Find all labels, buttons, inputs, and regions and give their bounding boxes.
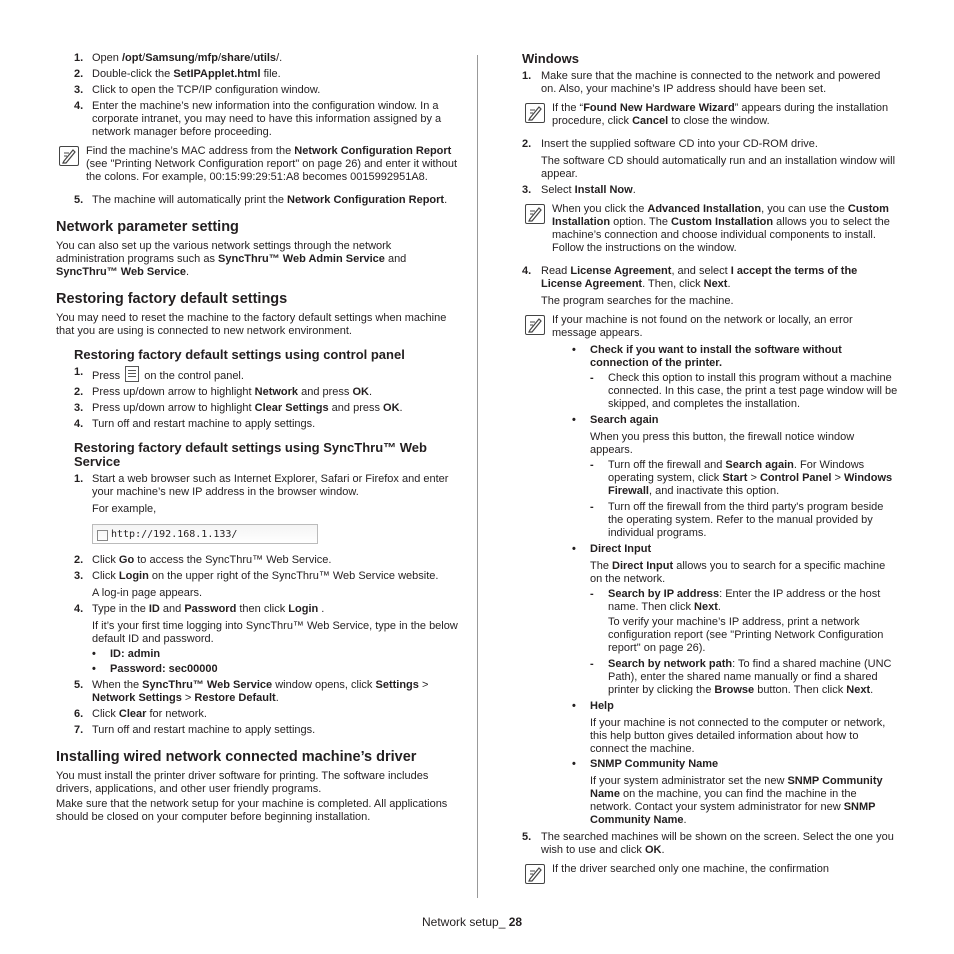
step-4 xyxy=(56,100,460,139)
dash-mark: - xyxy=(590,501,594,513)
step-text: Turn off and restart machine to apply settings. xyxy=(92,418,316,430)
panel-step-4 xyxy=(56,418,460,431)
option-detail xyxy=(590,658,898,697)
note-mac-text: Find the machine’s MAC address from the Network Configuration Report (see "Printing Network Configuration report" on page 26) and enter it without the colons. For example, 00:15:99:29:51:A8 becomes 0015992951A8. xyxy=(86,145,458,183)
option-desc: If your machine is not connected to the computer or network, this help button gives detailed information about how to connect the machine. xyxy=(590,717,886,755)
step-text: Enter the machine’s new information into the configuration window. In a corporate intranet, you may need to have this information assigned by a network manager before proceeding. xyxy=(92,100,442,138)
dash-mark: - xyxy=(590,588,594,600)
sync-step-4 xyxy=(56,603,460,676)
right-column xyxy=(522,52,898,886)
option-detail-text: Turn off the firewall and Search again. For Windows operating system, click Start > Control Panel > Windows Firewall, and inactivate this option. xyxy=(608,459,893,497)
win-step-5: 5. The searched machines will be shown on the screen. Select the one you wish to use and click OK. xyxy=(522,831,894,856)
heading-restore-panel: Restoring factory default settings using control panel xyxy=(74,347,405,362)
network-parameter-text: You can also set up the various network settings through the network administration programs such as SyncThru™ Web Admin Service and SyncThru™ Web Service. xyxy=(56,240,407,278)
panel-step-2 xyxy=(56,386,460,399)
step-text: Click to open the TCP/IP configuration window. xyxy=(92,84,321,96)
step-number: 3. xyxy=(74,84,84,96)
step-number: 3. xyxy=(74,402,84,414)
panel-step-3 xyxy=(56,402,460,415)
option-detail xyxy=(590,588,898,655)
sync-step-6 xyxy=(56,708,460,721)
option-desc: If your system administrator set the new SNMP Community Name on the machine, you can find the machine in the network. Contact your system administrator for new SNMP Community Name. xyxy=(590,775,883,826)
bullet: • xyxy=(92,648,96,660)
step-text: Click Go to access the SyncThru™ Web Service. xyxy=(92,554,332,566)
option-detail-text: Check this option to install this program without a machine connected. In this case, the print a test page window will be skipped, and completes the installation. xyxy=(608,372,898,410)
note-mac-address xyxy=(56,145,460,184)
page-footer: Network setup_ 28 xyxy=(422,915,523,929)
option-desc: The Direct Input allows you to search for a specific machine on the network. xyxy=(590,560,886,585)
option-item xyxy=(572,543,898,697)
option-item xyxy=(572,700,898,756)
step-text: When the SyncThru™ Web Service window opens, click Settings > Network Settings > Restore Default. xyxy=(92,679,429,704)
note-wizard: If the “Found New Hardware Wizard” appears during the installation procedure, click Cancel to close the window. xyxy=(522,102,898,128)
sync-step-2 xyxy=(56,554,460,567)
sync-step-1: 1. Start a web browser such as Internet Explorer, Safari or Firefox and enter your machine’s new IP address in the browser window. For example, http://192.168.1.133/ xyxy=(56,473,460,544)
step-text: Click Login on the upper right of the SyncThru™ Web Service website. xyxy=(92,570,439,582)
credential-item xyxy=(92,663,460,676)
step-number: 6. xyxy=(74,708,84,720)
heading-network-parameter: Network parameter setting xyxy=(56,219,239,235)
option-detail-text: Search by IP address: Enter the IP address or the host name. Then click Next. To verify your machine’s IP address, print a network configuration report (see "Printing Network Configuration report" on page 26). xyxy=(608,588,884,654)
install-text-1: You must install the printer driver software for printing. The software includes drivers, applications, and other user friendly programs. xyxy=(56,770,429,795)
panel-step-1: 1. Press on the control panel. xyxy=(74,366,244,382)
option-detail-text: Search by network path: To find a shared machine (UNC Path), enter the shared name manually or find a shared printer by clicking the Browse button. Then click Next. xyxy=(608,658,892,696)
step-text: Turn off and restart machine to apply settings. xyxy=(92,724,316,736)
sync-step-7 xyxy=(56,724,460,737)
sync-step-5 xyxy=(56,679,460,705)
note-advanced: When you click the Advanced Installation, you can use the Custom Installation option. The Custom Installation allows you to select the machine’s connection and choose individual components to install. Follow the instructions on the window. xyxy=(522,203,898,255)
win-step-2: 2. Insert the supplied software CD into your CD-ROM drive. The software CD should automatically run and an installation window will appear. xyxy=(522,138,896,180)
restore-defaults-text: You may need to reset the machine to the factory default settings when machine that you are using is connected to new network environment. xyxy=(56,312,447,337)
note-icon xyxy=(59,146,79,166)
option-item xyxy=(572,344,898,411)
menu-button-icon xyxy=(125,366,139,382)
sync-step-3 xyxy=(56,570,460,600)
option-detail xyxy=(590,459,898,498)
option-title: Help xyxy=(590,700,614,712)
win-step-1: 1. Make sure that the machine is connected to the network and powered on. Also, your machine’s IP address should have been set. xyxy=(522,70,881,95)
url-example-bar: http://192.168.1.133/ xyxy=(92,524,318,544)
step-number: 2. xyxy=(74,386,84,398)
note-icon xyxy=(525,103,545,123)
left-column xyxy=(56,52,460,826)
panel-steps xyxy=(56,386,460,431)
step-number: 3. xyxy=(74,570,84,582)
install-text-2: Make sure that the network setup for your machine is completed. All applications should be closed on your computer before beginning installation. xyxy=(56,798,448,823)
option-title: Direct Input xyxy=(590,543,652,555)
win-step-3: 3. Select Install Now. xyxy=(522,184,636,196)
dash-mark: - xyxy=(590,372,594,384)
step-2 xyxy=(56,68,460,81)
heading-restore-syncthru: Restoring factory default settings using SyncThru™ Web Service xyxy=(74,440,427,469)
heading-windows: Windows xyxy=(522,51,579,66)
bullet: • xyxy=(572,700,576,712)
sync-steps xyxy=(56,554,460,737)
option-item xyxy=(572,758,898,827)
heading-installing-driver: Installing wired network connected machine’s driver xyxy=(56,749,417,765)
option-detail-text: Turn off the firewall from the third party's program beside the operating system. Refer to the manual provided by individual programs. xyxy=(608,501,884,539)
credential-item xyxy=(92,648,460,661)
option-title: Search again xyxy=(590,414,659,426)
option-desc: When you press this button, the firewall notice window appears. xyxy=(590,431,855,456)
page-icon xyxy=(97,530,108,541)
option-detail xyxy=(590,372,898,411)
step-text: Type in the ID and Password then click Login . xyxy=(92,603,325,615)
dash-mark: - xyxy=(590,658,594,670)
note-icon xyxy=(525,864,545,884)
bullet: • xyxy=(572,414,576,426)
step-3 xyxy=(56,84,460,97)
not-found-options xyxy=(572,344,898,827)
step-1 xyxy=(56,52,460,65)
step-number: 1. xyxy=(74,52,84,64)
step-number: 7. xyxy=(74,724,84,736)
step-text: Click Clear for network. xyxy=(92,708,207,720)
step-subtext: If it’s your first time logging into SyncThru™ Web Service, type in the below default ID and password. xyxy=(92,620,458,645)
steps-top xyxy=(56,52,460,139)
bullet: • xyxy=(572,344,576,356)
win-step-4: 4. Read License Agreement, and select I accept the terms of the License Agreement. Then, click Next. The program searches for the machine. xyxy=(522,265,858,307)
option-detail xyxy=(590,501,898,540)
bullet: • xyxy=(92,663,96,675)
step-subtext: A log-in page appears. xyxy=(92,587,203,599)
step-number: 5. xyxy=(74,679,84,691)
step-text: Double-click the SetIPApplet.html file. xyxy=(92,68,281,80)
column-divider xyxy=(477,55,478,898)
credential-text: Password: sec00000 xyxy=(110,663,218,675)
note-icon xyxy=(525,204,545,224)
note-not-found: If your machine is not found on the network or locally, an error message appears. • Check if you want to install the software without connection of the printer. - Check this option to install this program without a machine connected. In this case, the print a test page window will be skipped, and completes the installation. • Search again When you press this button, the firewall notice window appears. - Turn off the firewall and Search again. For Windows operating system, click Start > Control Panel > Windows Firewall, and inactivate this option. - Turn off the firewall from the third party's program beside the operating system. Refer to the manual provided by individual programs. • Direct Input The Direct Input allows you to search for a specific machine on the network. - Search by IP address: Enter the IP address or the host name. Then click Next. To verify your machine’s IP address, print a network configuration report (see "Printing Network Configuration report" on page 26). - Search by network path: To find a shared machine (UNC Path), enter the shared name manually or find a shared printer by clicking the Browse button. Then click Next. • Help If your machine is not connected to the computer or network, this help button gives detailed information about how to connect the machine. • SNMP Community Name If your system administrator set the new SNMP Community Name on the machine, you can find the machine in the network. Contact your system administrator for new SNMP Community Name. xyxy=(522,314,898,827)
option-item xyxy=(572,414,898,540)
note-driver: If the driver searched only one machine, the confirmation xyxy=(522,863,898,876)
step-number: 4. xyxy=(74,418,84,430)
step-text: Press up/down arrow to highlight Network and press OK. xyxy=(92,386,373,398)
step-number: 2. xyxy=(74,68,84,80)
step-text: Press up/down arrow to highlight Clear Settings and press OK. xyxy=(92,402,403,414)
heading-restore-defaults: Restoring factory default settings xyxy=(56,291,288,307)
step-5: 5. The machine will automatically print the Network Configuration Report. xyxy=(74,194,448,206)
bullet: • xyxy=(572,758,576,770)
note-icon xyxy=(525,315,545,335)
step-text: Open /opt/Samsung/mfp/share/utils/. xyxy=(92,52,283,64)
option-title: SNMP Community Name xyxy=(590,758,719,770)
bullet: • xyxy=(572,543,576,555)
option-title: Check if you want to install the software without connection of the printer. xyxy=(590,344,842,369)
dash-mark: - xyxy=(590,459,594,471)
step-number: 2. xyxy=(74,554,84,566)
step-number: 4. xyxy=(74,603,84,615)
step-number: 4. xyxy=(74,100,84,112)
credential-text: ID: admin xyxy=(110,648,161,660)
